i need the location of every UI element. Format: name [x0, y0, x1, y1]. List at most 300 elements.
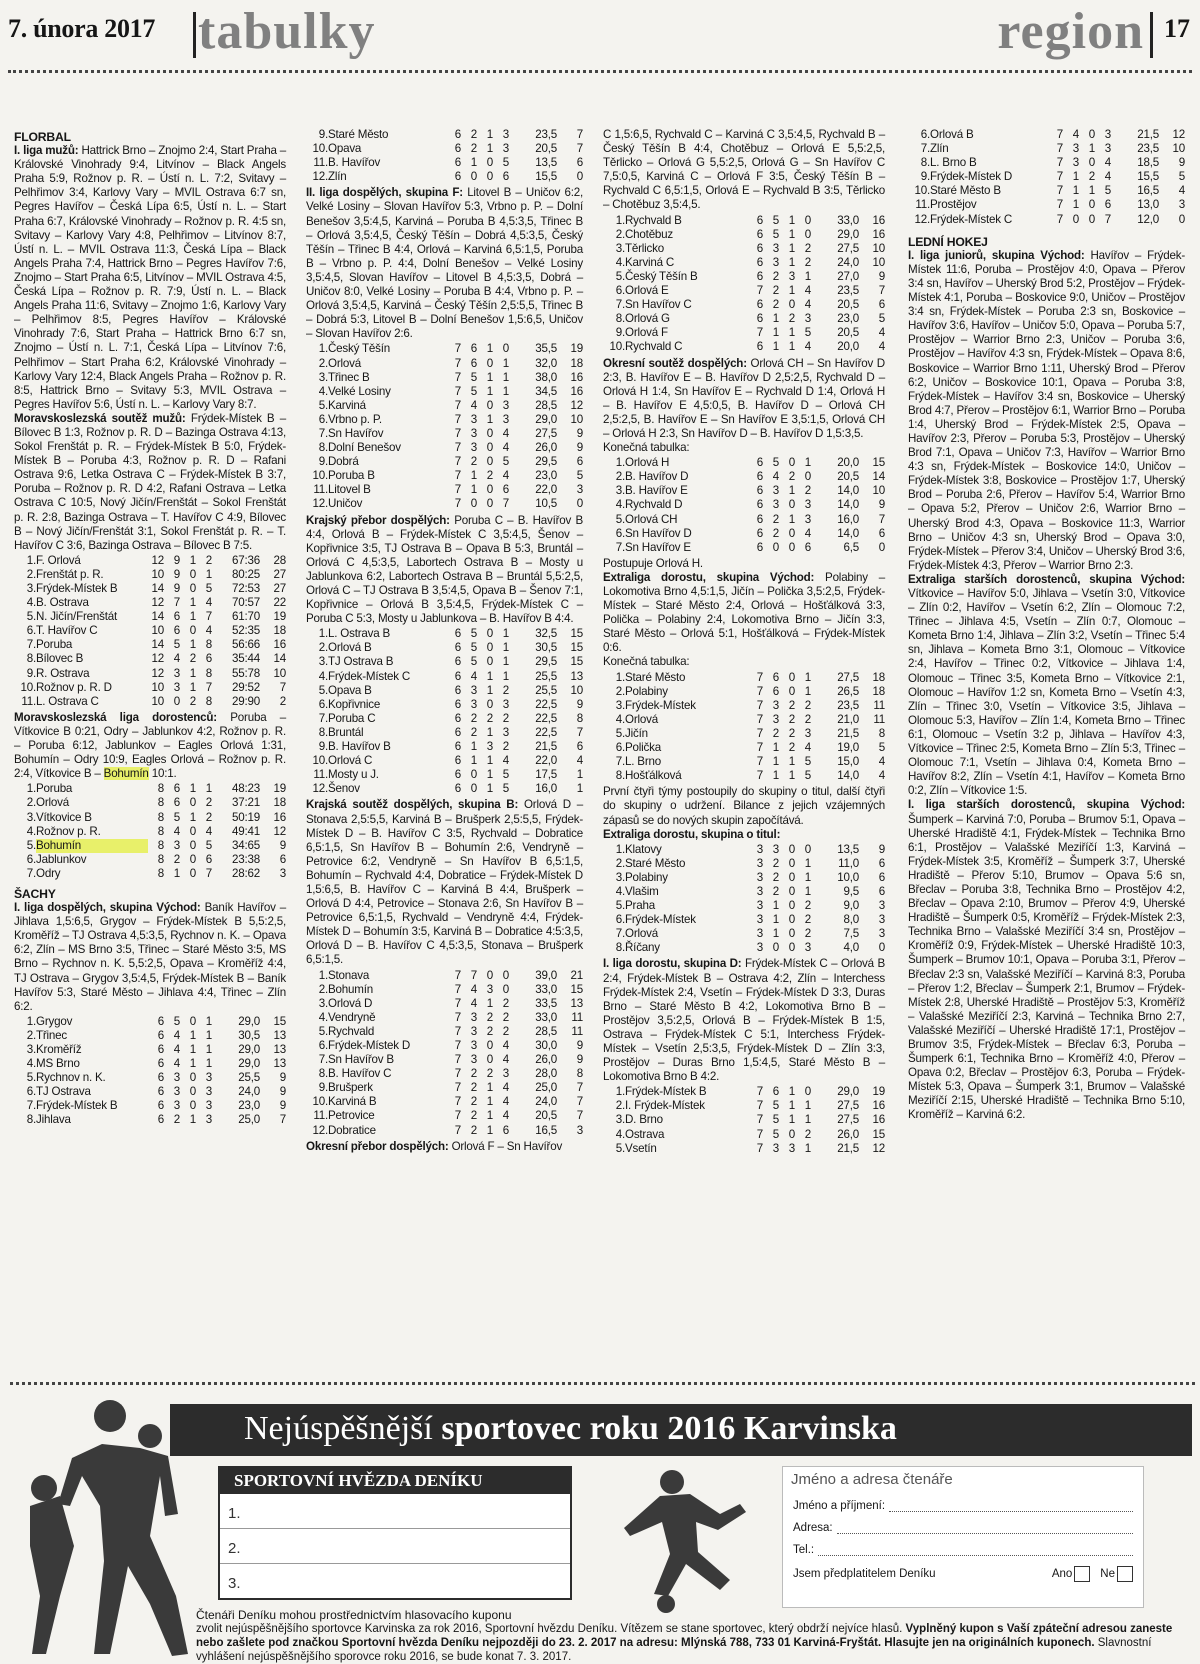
- losses: 4: [804, 741, 811, 755]
- games: 7: [454, 1081, 461, 1095]
- table-row: [603, 927, 885, 941]
- team-name: Praha: [625, 899, 655, 913]
- losses: 3: [804, 498, 811, 512]
- draws: 0: [486, 1039, 493, 1052]
- points: 4: [878, 340, 885, 354]
- losses: 2: [804, 484, 811, 498]
- rank: 9.: [615, 326, 625, 340]
- losses: 4: [502, 1053, 509, 1067]
- yes-checkbox[interactable]: [1074, 1566, 1090, 1582]
- wins: 3: [470, 697, 477, 711]
- score: 33,0: [837, 213, 859, 227]
- rank: 6.: [318, 412, 328, 426]
- score: 29,0: [238, 1014, 260, 1028]
- losses: 0: [804, 227, 811, 241]
- score: 20,5: [535, 1109, 557, 1123]
- score: 24,0: [238, 1085, 260, 1099]
- wins: 1: [772, 326, 779, 340]
- draws: 2: [788, 712, 795, 726]
- wins: 0: [470, 782, 477, 796]
- score: 14,0: [837, 769, 859, 783]
- points: 5: [576, 469, 583, 483]
- draws: 1: [189, 610, 196, 624]
- losses: 5: [804, 769, 811, 783]
- team-name: Sn Havířov E: [625, 540, 691, 554]
- games: 3: [756, 884, 763, 898]
- score: 29,0: [535, 412, 557, 426]
- score: 27,5: [837, 1113, 859, 1127]
- points: 12: [1172, 128, 1185, 141]
- team-name: B. Havířov B: [328, 740, 391, 754]
- draws: 3: [788, 1141, 795, 1155]
- score: 80:25: [231, 567, 260, 581]
- draws: 3: [486, 740, 493, 754]
- rank: 5.: [318, 398, 328, 412]
- team-name: Frýdek-Místek D: [930, 170, 1013, 184]
- coupon-area: [0, 1382, 1200, 1663]
- score: 13,0: [1137, 198, 1159, 212]
- wins: 4: [470, 398, 477, 412]
- wins: 5: [772, 1127, 779, 1141]
- score: 27,5: [837, 670, 859, 684]
- wins: 2: [772, 726, 779, 740]
- wins: 1: [772, 769, 779, 783]
- rank: 11.: [313, 156, 328, 170]
- points: 6: [576, 156, 583, 170]
- rank: 1.: [26, 1014, 36, 1028]
- draws: 1: [486, 683, 493, 697]
- table-row: [306, 1067, 583, 1081]
- games: 7: [756, 1141, 763, 1155]
- draws: 0: [788, 684, 795, 698]
- games: 7: [756, 1113, 763, 1127]
- score: 16,5: [535, 1123, 557, 1137]
- draws: 0: [788, 1127, 795, 1141]
- losses: 6: [205, 852, 212, 866]
- table-row: [306, 782, 583, 796]
- standings-table: [603, 671, 885, 784]
- losses: 4: [502, 441, 509, 455]
- wins: 3: [470, 1039, 477, 1052]
- wins: 4: [173, 1028, 180, 1042]
- rank: 4.: [615, 255, 625, 269]
- score: 34:65: [231, 838, 260, 852]
- draws: 0: [788, 884, 795, 898]
- losses: 4: [502, 1039, 509, 1052]
- rank: 3.: [615, 1113, 625, 1127]
- wins: 5: [470, 641, 477, 655]
- rank: 3.: [26, 1043, 36, 1056]
- team-name: Rožnov p. R. D: [36, 680, 112, 694]
- wins: 1: [470, 156, 477, 170]
- rank: 9.: [26, 666, 36, 680]
- team-name: Poruba: [36, 638, 73, 652]
- wins: 4: [470, 996, 477, 1010]
- rank: 6.: [26, 1085, 36, 1099]
- vote-line-2[interactable]: 2.: [220, 1529, 570, 1564]
- table-row: [306, 441, 583, 455]
- points: 7: [279, 680, 286, 694]
- table-row: [306, 455, 583, 469]
- results-text: Frýdek-Místek C – Orlová B 2:4, Frýdek-Místek B – Ostrava 4:2, Zlín – Interchess Frýdek-Místek 2:4, Vsetín – Frýdek-Místek D 3:3, Duras Brno – Staré Město B 4:2, Lokomotiva Brno B – Prostějov 3,5:2,5, Orlová B – Frýdek-Místek B 1:5, Ostrava – Frýdek-Místek C 5:1, Interchess Frýdek-Místek – Vsetín 2,5:3,5, Frýdek-Místek D – Zlín 3:3, Prostějov – Duras Brno 1,5:4,5, Staré Město B – Lokomotiva Brno B 4:2.: [603, 957, 885, 1084]
- rank: 1.: [615, 670, 625, 684]
- wins: 2: [470, 142, 477, 156]
- draws: 0: [486, 627, 493, 641]
- losses: 1: [804, 870, 811, 884]
- table-row: [306, 170, 583, 184]
- score: 50:19: [231, 810, 260, 824]
- games: 7: [756, 684, 763, 698]
- table-row: [603, 340, 885, 354]
- wins: 4: [1072, 128, 1079, 141]
- wins: 3: [470, 441, 477, 455]
- points: 16: [570, 384, 583, 398]
- points: 22: [273, 596, 286, 610]
- draws: 3: [788, 269, 795, 283]
- points: 4: [1178, 184, 1185, 198]
- draws: 1: [486, 725, 493, 739]
- table-row: [306, 357, 583, 371]
- team-name: L. Ostrava B: [328, 627, 391, 641]
- table-row: [14, 667, 286, 681]
- rank: 12.: [312, 1123, 328, 1137]
- table-row: [306, 1025, 583, 1039]
- team-name: Rožnov p. R.: [36, 824, 101, 838]
- team-name: Prostějov: [930, 198, 977, 212]
- rank: 2.: [615, 470, 625, 484]
- games: 6: [454, 683, 461, 697]
- team-name: Orlová D: [328, 996, 373, 1010]
- games: 6: [454, 170, 461, 184]
- team-name: Sn Havířov B: [328, 1053, 394, 1067]
- draws: 1: [788, 512, 795, 526]
- table-row: [14, 811, 286, 825]
- team-name: Vlašim: [625, 884, 659, 898]
- draws: 2: [486, 469, 493, 483]
- rank: 1.: [26, 553, 36, 567]
- score: 28:62: [231, 866, 260, 880]
- table-row: [306, 698, 583, 712]
- rank: 7.: [318, 711, 328, 725]
- games: 8: [157, 824, 164, 838]
- wins: 2: [772, 526, 779, 540]
- rank: 11.: [313, 483, 328, 497]
- points: 18: [273, 624, 286, 638]
- points: 2: [279, 694, 286, 708]
- draws: 0: [788, 540, 795, 554]
- wins: 3: [173, 1099, 180, 1113]
- points: 10: [872, 255, 885, 269]
- table-row: [603, 270, 885, 284]
- table-row: [603, 242, 885, 256]
- losses: 8: [205, 666, 212, 680]
- table-row: [14, 638, 286, 652]
- losses: 5: [804, 755, 811, 769]
- table-row: [603, 214, 885, 228]
- losses: 3: [502, 398, 509, 412]
- table-row: [306, 1109, 583, 1123]
- score: 29,5: [535, 655, 557, 669]
- draws: 0: [486, 455, 493, 469]
- rank: 4.: [26, 596, 36, 610]
- games: 7: [454, 412, 461, 426]
- losses: 6: [205, 652, 212, 666]
- wins: 6: [772, 684, 779, 698]
- table-row: [603, 713, 885, 727]
- score: 72:53: [231, 582, 260, 595]
- rank: 3.: [615, 698, 625, 712]
- losses: 1: [502, 370, 509, 384]
- games: 7: [454, 356, 461, 370]
- table-row: [603, 671, 885, 685]
- games: 6: [756, 512, 763, 526]
- name-input[interactable]: [889, 1500, 1133, 1512]
- team-name: Brušperk: [328, 1081, 373, 1095]
- team-name: Litovel B: [328, 483, 371, 497]
- rank: 12.: [312, 497, 328, 511]
- draws: 0: [189, 624, 196, 638]
- team-name: B. Havířov: [328, 156, 381, 170]
- score: 21,5: [535, 740, 557, 754]
- standings-table: [306, 627, 583, 796]
- wins: 3: [1072, 156, 1079, 170]
- draws: 0: [189, 1085, 196, 1099]
- table-row: [306, 1039, 583, 1053]
- results-text: Orlová CH – Sn Havířov D 2:3, B. Havířov E – B. Havířov D 2,5:2,5, Rychvald D – Orlová H 1:4, Sn Havířov E – Rychvald D 1:4, Orlová H – B. Havířov E 4,5:0,5, B. Havířov D – Orlová CH 2,5:2,5, B. Havířov E – Sn Havířov E 3,5:1,5, Orlová CH – Orlová H 2:3, Sn Havířov D – B. Havířov D 1,5:3,5.: [603, 356, 885, 440]
- losses: 0: [502, 982, 509, 996]
- losses: 1: [502, 655, 509, 669]
- table-row: [306, 413, 583, 427]
- table-row: [603, 1128, 885, 1142]
- games: 6: [454, 156, 461, 170]
- team-name: Poruba: [36, 782, 73, 796]
- wins: 6: [173, 782, 180, 796]
- points: 9: [279, 1071, 286, 1085]
- points: 15: [872, 1127, 885, 1141]
- coupon-instructions: Vyplněný kupon s Vaší zpáteční adresou zaneste nebo zašlete pod značkou Sportovní hvězda Deníku nejpozději do 23. 2. 2017 na adresu: Mlýnská 788, 733 01 Karviná-Fryštát. Hlasujte jen na originálních kuponech.: [196, 1623, 1173, 1649]
- games: 6: [454, 655, 461, 669]
- losses: 1: [804, 456, 811, 470]
- vote-box-heading: SPORTOVNÍ HVĚZDA DENÍKU: [220, 1468, 570, 1494]
- wins: 1: [772, 755, 779, 769]
- points: 9: [878, 498, 885, 512]
- rank: 9.: [318, 740, 328, 754]
- draws: 1: [1088, 142, 1095, 156]
- points: 3: [878, 913, 885, 927]
- games: 7: [454, 469, 461, 483]
- team-name: N. Jičín/Frenštát: [36, 610, 118, 624]
- league-name: I. liga juniorů, skupina Východ:: [908, 248, 1085, 262]
- wins: 0: [1072, 212, 1079, 226]
- points: 9: [576, 426, 583, 440]
- score: 16,0: [535, 782, 557, 796]
- draws: 1: [486, 1081, 493, 1095]
- rank: 7.: [615, 755, 625, 769]
- score: 27,5: [535, 426, 557, 440]
- points: 10: [570, 683, 583, 697]
- draws: 0: [486, 1053, 493, 1067]
- wins: 6: [772, 1085, 779, 1099]
- losses: 0: [804, 842, 811, 856]
- team-name: Český Těšín: [328, 342, 391, 356]
- draws: 2: [189, 652, 196, 666]
- losses: 3: [804, 726, 811, 740]
- score: 16,0: [837, 512, 859, 526]
- points: 18: [872, 684, 885, 698]
- draws: 1: [486, 669, 493, 683]
- rank: 4.: [615, 884, 625, 898]
- points: 11: [571, 1024, 583, 1038]
- draws: 1: [486, 412, 493, 426]
- games: 8: [157, 782, 164, 796]
- team-name: Frýdek-Místek B: [625, 1085, 707, 1099]
- no-checkbox[interactable]: [1117, 1566, 1133, 1582]
- team-name: Odry: [36, 866, 61, 880]
- team-name: Polička: [625, 741, 661, 755]
- losses: 5: [1104, 184, 1111, 198]
- games: 6: [454, 725, 461, 739]
- score: 24,0: [535, 1095, 557, 1109]
- losses: 4: [502, 1095, 509, 1109]
- league-name: Extraliga dorostu, skupina Východ:: [603, 570, 815, 584]
- points: 4: [878, 755, 885, 769]
- standings-table: [603, 214, 885, 355]
- team-name: Orlová: [625, 712, 658, 726]
- team-name: Frýdek-Místek C: [328, 669, 411, 683]
- score: 56:66: [231, 638, 260, 652]
- table-caption: Konečná tabulka:: [603, 441, 690, 455]
- vote-line-3[interactable]: 3.: [228, 1575, 241, 1592]
- score: 38,0: [535, 370, 557, 384]
- rank: 1.: [318, 627, 328, 641]
- points: 12: [570, 398, 583, 412]
- losses: 4: [1104, 170, 1111, 184]
- section-title: tabulky: [198, 3, 376, 60]
- losses: 1: [804, 856, 811, 870]
- losses: 2: [804, 712, 811, 726]
- rank: 10.: [20, 680, 36, 694]
- score: 26,0: [535, 1053, 557, 1067]
- score: 25,5: [535, 683, 557, 697]
- score: 15,5: [1137, 170, 1159, 184]
- draws: 0: [486, 356, 493, 370]
- wins: 3: [470, 426, 477, 440]
- rank: 10.: [312, 1095, 328, 1109]
- table-row: [306, 997, 583, 1011]
- table-row: [306, 969, 583, 983]
- wins: 1: [173, 866, 180, 880]
- team-name: Staré Město: [625, 670, 686, 684]
- wins: 3: [470, 1024, 477, 1038]
- games: 7: [454, 342, 461, 356]
- points: 13: [570, 669, 583, 683]
- draws: 0: [189, 1071, 196, 1085]
- team-name: Staré Město: [328, 128, 389, 141]
- wins: 2: [470, 1109, 477, 1123]
- team-name: B. Havířov C: [328, 1067, 392, 1081]
- coupon-announcement: Slavnostní vyhlášení nejúspěšnějšího sporovce roku 2016, se bude konat 7. 3. 2017.: [196, 1637, 1152, 1663]
- results-text: Poruba C – B. Havířov B 4:4, Orlová B – Frýdek-Místek C 3,5:4,5, Šenov – Kopřivnice 3:5, TJ Ostrava B – Opava B 5:3, Bruntál – Orlová C 4,5:3,5, Labortech Ostrava B – Mosty u Jablunkova 6:2, Labortech Ostrava B – Bruntál 5,5:2,5, Orlová C – TJ Ostrava B 3,5:4,5, Opava B – Šenov 7:1, Kopřivnice – Orlová B 3,5:4,5, Frýdek-Místek C – Poruba C 5:3, Mosty u Jablunkova – B. Havířov B 4:4.: [306, 513, 584, 626]
- score: 70:57: [231, 596, 260, 610]
- standings-table: [14, 554, 286, 709]
- points: 0: [576, 497, 583, 511]
- team-name: Orlová G: [625, 312, 670, 326]
- wins: 2: [470, 455, 477, 469]
- section-heading: ŠACHY: [14, 886, 56, 901]
- phone-row: [783, 1534, 1143, 1556]
- losses: 3: [502, 1067, 509, 1081]
- team-name: D. Brno: [625, 1113, 663, 1127]
- wins: 5: [173, 810, 180, 824]
- games: 6: [157, 1028, 164, 1042]
- team-name: Sn Havířov D: [625, 526, 692, 540]
- games: 7: [1056, 170, 1063, 184]
- draws: 1: [788, 769, 795, 783]
- points: 16: [570, 370, 583, 384]
- table-row: [603, 1099, 885, 1113]
- table-row: [14, 853, 286, 867]
- team-name: Polabiny: [625, 870, 668, 884]
- table-row: [306, 684, 583, 698]
- losses: 0: [804, 213, 811, 227]
- losses: 2: [804, 1127, 811, 1141]
- vote-line-1[interactable]: 1.: [220, 1494, 570, 1529]
- wins: 1: [772, 899, 779, 913]
- games: 6: [756, 484, 763, 498]
- wins: 1: [470, 469, 477, 483]
- rank: 3.: [26, 810, 36, 824]
- wins: 3: [470, 412, 477, 426]
- team-name: Bílovec B: [36, 652, 84, 666]
- losses: 4: [205, 624, 212, 638]
- league-name: Extraliga dorostu, skupina o titul:: [603, 827, 781, 841]
- table-row: [14, 1071, 286, 1085]
- league-name: Krajská soutěž dospělých, skupina B:: [306, 798, 519, 812]
- points: 4: [878, 769, 885, 783]
- points: 16: [872, 1099, 885, 1113]
- losses: 3: [1104, 142, 1111, 156]
- score: 10,5: [535, 497, 557, 511]
- draws: 0: [788, 670, 795, 684]
- table-row: [14, 1029, 286, 1043]
- games: 7: [454, 1123, 461, 1137]
- team-name: Těrlicko: [625, 241, 664, 255]
- games: 6: [157, 1085, 164, 1099]
- phone-input[interactable]: [818, 1544, 1133, 1556]
- league-name: I. liga mužů:: [14, 144, 79, 158]
- score: 14,0: [837, 526, 859, 540]
- rank: 7.: [26, 1099, 36, 1113]
- losses: 2: [804, 927, 811, 941]
- score: 15,5: [535, 170, 557, 184]
- games: 7: [756, 755, 763, 769]
- wins: 4: [470, 669, 477, 683]
- score: 20,5: [837, 326, 859, 340]
- wins: 2: [470, 1067, 477, 1081]
- losses: 1: [502, 356, 509, 370]
- table-row: [14, 825, 286, 839]
- draws: 1: [788, 284, 795, 298]
- results-paragraph: [306, 1140, 583, 1154]
- address-input[interactable]: [837, 1522, 1133, 1534]
- coupon-text-line-2: zvolit nejúspěšnějšího sportovce Karvinska za rok 2016, Sportovní hvězdu Deníku. Vítězem se stane sportovec, který obdrží nejvíce hlasů.: [196, 1623, 903, 1635]
- rank: 1.: [318, 968, 328, 982]
- results-text: Orlová F – Sn Havířov: [451, 1139, 563, 1153]
- table-row: [306, 1053, 583, 1067]
- losses: 0: [502, 342, 509, 356]
- rank: 8.: [615, 769, 625, 783]
- results-paragraph: C 1,5:6,5, Rychvald C – Karviná C 3,5:4,5, Rychvald B – Český Těšín B 4:4, Chotěbuz – Orlová E 5,5:2,5, Těrlicko – Orlová G 5,5:2,5, Orlová G – Sn Havířov C 7,5:0,5, Karviná C – Orlová F 3:5, Český Těšín B – Rychvald C 6,5:1,5, Orlová E – Rychvald B 3:5, Těrlicko – Chotěbuz 3,5:4,5.: [603, 128, 885, 212]
